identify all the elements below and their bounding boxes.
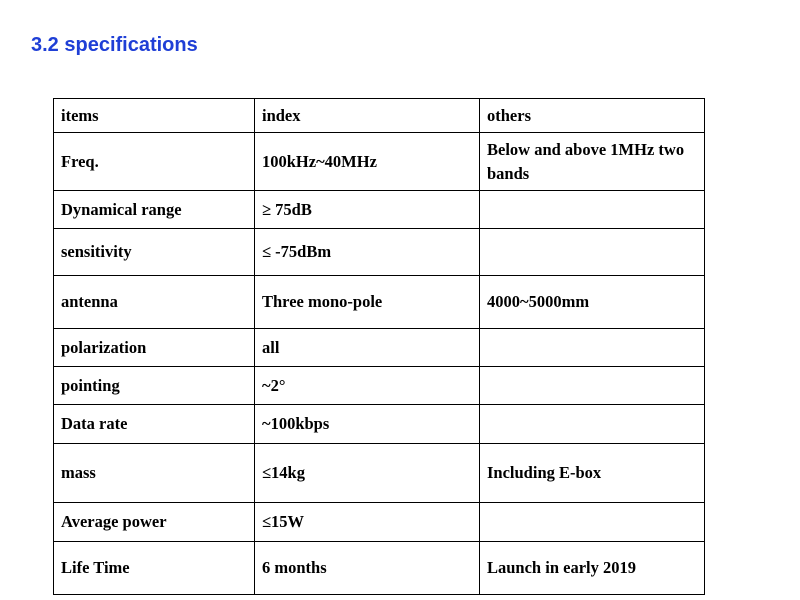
others-cell — [480, 229, 705, 276]
column-header-others: others — [480, 99, 705, 133]
index-cell: 6 months — [255, 542, 480, 595]
others-cell: Including E-box — [480, 444, 705, 503]
others-cell — [480, 405, 705, 444]
index-cell: ≥ 75dB — [255, 191, 480, 229]
index-cell: ~2° — [255, 367, 480, 405]
page-title: 3.2 specifications — [31, 34, 198, 56]
others-cell — [480, 329, 705, 367]
table-row — [54, 191, 705, 229]
item-cell: pointing — [54, 367, 255, 405]
index-cell: ~100kbps — [255, 405, 480, 444]
item-cell: mass — [54, 444, 255, 503]
table-row — [54, 405, 705, 444]
item-cell: Average power — [54, 503, 255, 542]
item-cell: Life Time — [54, 542, 255, 595]
table-header-row — [54, 99, 705, 133]
table-row — [54, 276, 705, 329]
column-header-index: index — [255, 99, 480, 133]
index-cell: ≤15W — [255, 503, 480, 542]
specifications-table — [53, 98, 705, 595]
item-cell: Freq. — [54, 133, 255, 191]
others-cell: Launch in early 2019 — [480, 542, 705, 595]
index-cell: 100kHz~40MHz — [255, 133, 480, 191]
others-cell — [480, 191, 705, 229]
item-cell: antenna — [54, 276, 255, 329]
others-cell — [480, 367, 705, 405]
others-cell: Below and above 1MHz two bands — [480, 133, 705, 191]
others-cell: 4000~5000mm — [480, 276, 705, 329]
table-row — [54, 503, 705, 542]
table-row — [54, 329, 705, 367]
table-row — [54, 229, 705, 276]
index-cell: ≤14kg — [255, 444, 480, 503]
index-cell: Three mono-pole — [255, 276, 480, 329]
item-cell: Dynamical range — [54, 191, 255, 229]
item-cell: polarization — [54, 329, 255, 367]
column-header-items: items — [54, 99, 255, 133]
table-row — [54, 444, 705, 503]
item-cell: Data rate — [54, 405, 255, 444]
table-row — [54, 367, 705, 405]
index-cell: all — [255, 329, 480, 367]
item-cell: sensitivity — [54, 229, 255, 276]
index-cell: ≤ -75dBm — [255, 229, 480, 276]
table-row — [54, 542, 705, 595]
others-cell — [480, 503, 705, 542]
table-row — [54, 133, 705, 191]
